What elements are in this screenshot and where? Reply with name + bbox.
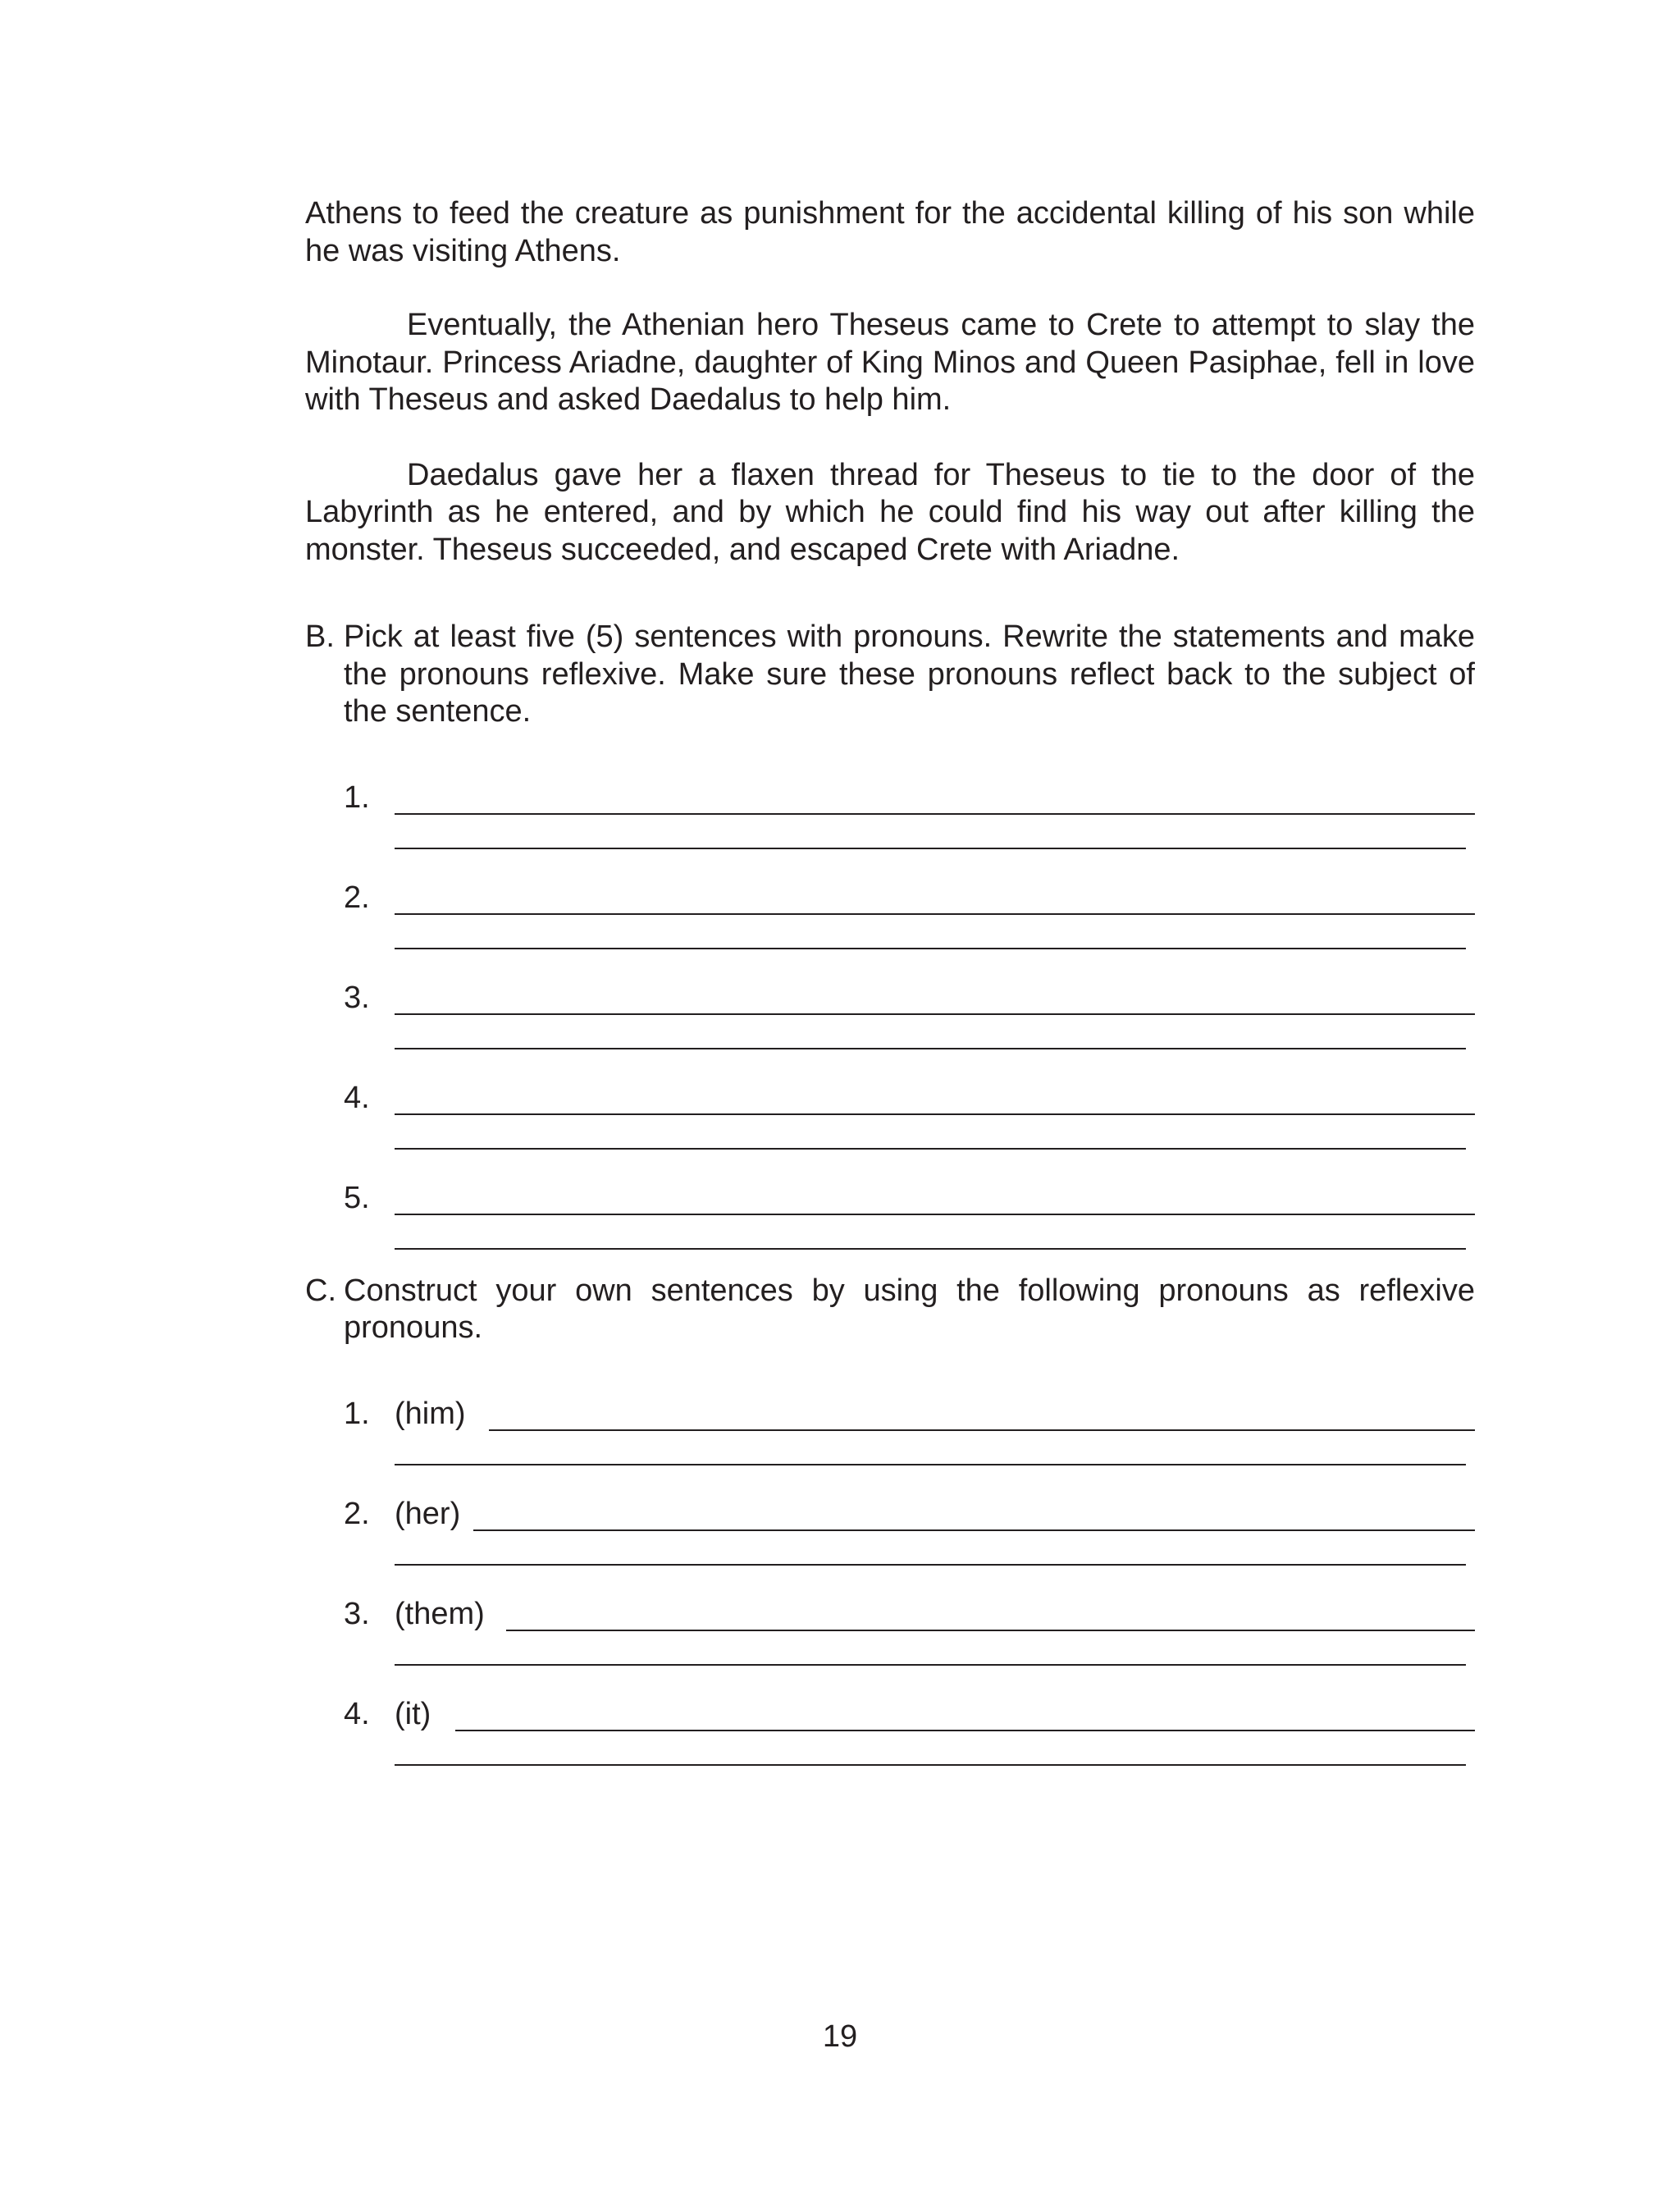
answer-line-continued[interactable] (395, 1764, 1466, 1766)
answer-item-b3 (344, 981, 1475, 1081)
pronoun-hint: (it) (395, 1696, 431, 1731)
pronoun-hint: (her) (395, 1496, 461, 1531)
item-number: 3. (344, 1596, 370, 1631)
answer-line[interactable] (506, 1597, 1475, 1631)
answer-line[interactable] (395, 1081, 1475, 1115)
answer-line-continued[interactable] (395, 1664, 1466, 1666)
section-b-letter: B. (305, 620, 335, 654)
answer-line[interactable] (489, 1397, 1475, 1431)
answer-line-continued[interactable] (395, 948, 1466, 949)
story-paragraph-2: Eventually, the Athenian hero Theseus came to Crete to attempt to slay the Minotaur. Princess Ariadne, daughter of King Minos and Queen Pasiphae, fell in love with Theseus and asked Daedalus to help him. (305, 308, 1475, 417)
story-paragraph-1: Athens to feed the creature as punishment for the accidental killing of his son while he was visiting Athens. (305, 196, 1475, 268)
answer-item-c2 (344, 1497, 1475, 1597)
section-b-answers (344, 780, 1475, 1273)
answer-line[interactable] (395, 981, 1475, 1015)
item-number: 5. (344, 1180, 370, 1215)
answer-item-b5 (344, 1181, 1475, 1273)
answer-line[interactable] (455, 1697, 1475, 1731)
answer-line-continued[interactable] (395, 1148, 1466, 1150)
answer-line-continued[interactable] (395, 1048, 1466, 1049)
worksheet-content (305, 195, 1475, 1797)
answer-line[interactable] (473, 1497, 1475, 1531)
answer-item-c3 (344, 1597, 1475, 1697)
story-paragraph-3: Daedalus gave her a flaxen thread for Theseus to tie to the door of the Labyrinth as he entered, and by which he could find his way out after killing the monster. Theseus succeeded, and escaped Crete with Ariadne. (305, 457, 1475, 567)
answer-item-b2 (344, 880, 1475, 981)
pronoun-hint: (him) (395, 1396, 466, 1431)
section-c-heading (305, 1273, 1475, 1347)
answer-line-continued[interactable] (395, 848, 1466, 849)
item-number: 3. (344, 980, 370, 1015)
answer-item-b1 (344, 780, 1475, 880)
answer-line-continued[interactable] (395, 1248, 1466, 1250)
item-number: 1. (344, 1396, 370, 1431)
item-number: 4. (344, 1080, 370, 1115)
answer-line[interactable] (395, 880, 1475, 915)
item-number: 4. (344, 1696, 370, 1731)
section-b-instruction: Pick at least five (5) sentences with pronouns. Rewrite the statements and make the pronouns reflexive. Make sure these pronouns reflect back to the subject of the sentence. (344, 620, 1475, 729)
section-b-heading (305, 619, 1475, 731)
answer-line[interactable] (395, 780, 1475, 815)
item-number: 1. (344, 780, 370, 815)
answer-item-c1 (344, 1397, 1475, 1497)
page-number: 19 (822, 2019, 858, 2054)
answer-line-continued[interactable] (395, 1464, 1466, 1465)
item-number: 2. (344, 1496, 370, 1531)
pronoun-hint: (them) (395, 1596, 485, 1631)
section-c-instruction: Construct your own sentences by using the following pronouns as reflexive pronouns. (344, 1273, 1475, 1345)
answer-line[interactable] (395, 1181, 1475, 1215)
answer-item-b4 (344, 1081, 1475, 1181)
answer-item-c4 (344, 1697, 1475, 1797)
item-number: 2. (344, 880, 370, 915)
section-c-answers (344, 1397, 1475, 1797)
answer-line-continued[interactable] (395, 1564, 1466, 1566)
section-c-letter: C. (305, 1273, 336, 1308)
